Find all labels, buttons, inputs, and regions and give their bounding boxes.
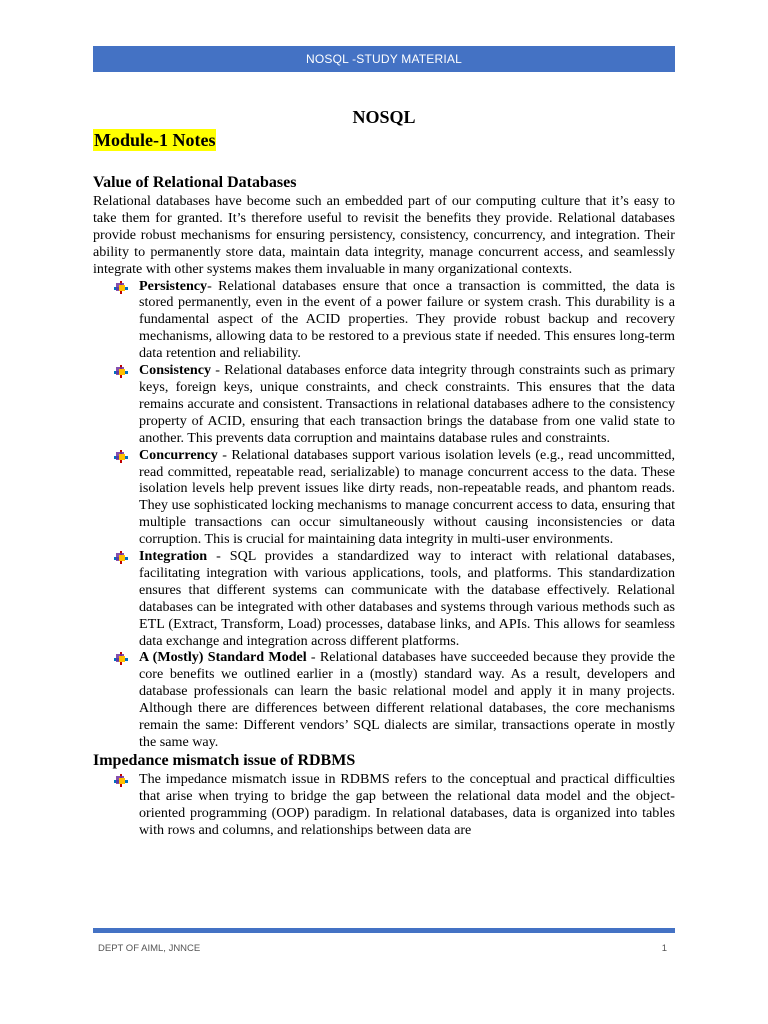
bullet-marker-icon <box>114 450 128 463</box>
section-heading-impedance: Impedance mismatch issue of RDBMS <box>93 751 356 769</box>
bullet-term: A (Mostly) Standard Model <box>139 649 307 666</box>
list-item <box>93 278 675 363</box>
content-area <box>93 173 675 839</box>
bullet-marker-icon <box>114 652 128 665</box>
bullet-marker-icon <box>114 281 128 294</box>
benefits-list <box>93 278 675 751</box>
bullet-text: The impedance mismatch issue in RDBMS refers to the conceptual and practical difficulties that arise when trying to bridge the gap between the relational data model and the object-oriented programming (OOP) paradigm. In relational databases, data is organized into tables with rows and columns, and relationships between data are <box>139 770 675 838</box>
impedance-list <box>93 771 675 839</box>
bullet-marker-icon <box>114 774 128 787</box>
bullet-text: - Relational databases enforce data integrity through constraints such as primary keys, foreign keys, unique constraints, and check constraints. This ensures that the data remains accurate and consistent. Transactions in relational databases adhere to the consistency property of ACID, ensuring that each transaction brings the database from one valid state to another. This prevents data corruption and maintains database rules and constraints. <box>139 362 675 446</box>
bullet-text: - Relational databases ensure that once a transaction is committed, the data is stored permanently, even in the event of a power failure or system crash. This durability is a fundamental aspect of the ACID properties. They provide robust backup and recovery mechanisms, allowing data to be restored to a previous state if needed. This ensures long-term data retention and reliability. <box>139 277 675 362</box>
list-item <box>93 548 675 649</box>
bullet-term: Consistency <box>139 362 212 379</box>
section-heading-value: Value of Relational Databases <box>93 174 297 191</box>
bullet-term: Integration <box>139 548 208 565</box>
footer-department: DEPT OF AIML, JNNCE <box>98 943 201 954</box>
bullet-term: Persistency <box>139 277 208 294</box>
list-item <box>93 771 675 839</box>
bullet-marker-icon <box>114 365 128 378</box>
page-number: 1 <box>661 943 667 954</box>
document-title: NOSQL <box>352 107 416 127</box>
header-banner-text: NOSQL -STUDY MATERIAL <box>305 52 462 66</box>
list-item <box>93 649 675 750</box>
intro-paragraph: Relational databases have become such an embedded part of our computing culture that it’s easy to take them for granted. It’s therefore useful to revisit the benefits they provide. Relational databases provide robust mechanisms for ensuring persistency, consistency, concurrency, and integration. Their ability to permanently store data, maintain data integrity, manage concurrent access, and seamlessly integrate with other systems makes them invaluable in many organizational contexts. <box>93 193 675 277</box>
bullet-marker-icon <box>114 551 128 564</box>
list-item <box>93 447 675 548</box>
bullet-text: - SQL provides a standardized way to interact with relational databases, facilitating integration with various applications, tools, and platforms. This standardization ensures that different systems can communicate with the database effectively. Relational databases can be integrated with other databases and systems through various methods such as ETL (Extract, Transform, Load) processes, database links, and APIs. This allows for seamless data exchange and integration across different platforms. <box>139 548 675 649</box>
bullet-text: - Relational databases support various isolation levels (e.g., read uncommitted, read committed, repeatable read, serializable) to manage concurrent access to the data. These isolation levels help prevent issues like dirty reads, non-repeatable reads, and phantom reads. They use sophisticated locking mechanisms to manage concurrent access to data, ensuring that multiple transactions can occur simultaneously without causing inconsistencies or data corruption. This is crucial for maintaining data integrity in multi-user environments. <box>139 446 675 548</box>
list-item <box>93 362 675 447</box>
module-heading: Module-1 Notes <box>94 130 216 150</box>
bullet-text: - Relational databases have succeeded because they provide the core benefits we outlined earlier in a (mostly) standard way. As a result, developers and database professionals can learn the basic relational model and apply it in many projects. Although there are differences between different relational databases, the core mechanisms remain the same: Different vendors’ SQL dialects are similar, transactions operate in mostly the same way. <box>139 649 675 750</box>
footer-rule <box>93 928 675 933</box>
bullet-term: Concurrency <box>139 446 218 463</box>
